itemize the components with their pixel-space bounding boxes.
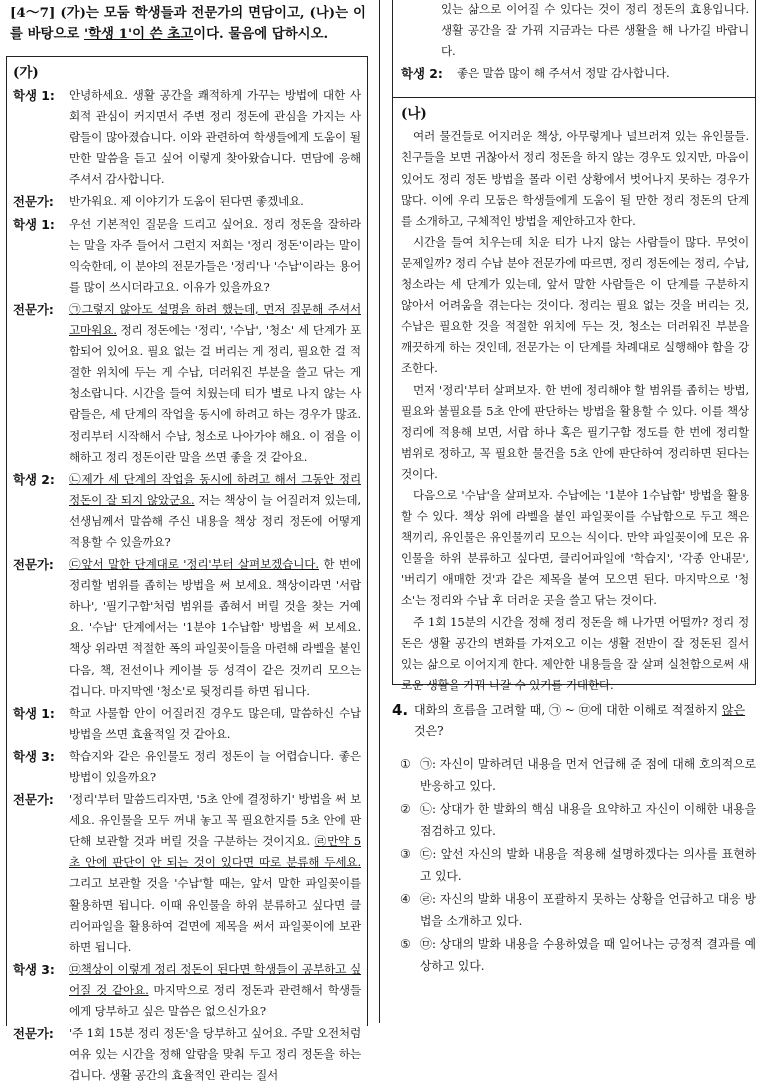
underlined-phrase-a: ㉠그렇지 않아도 설명을 하려 했는데, 먼저 질문해 주셔서 고마워요.	[69, 301, 361, 338]
speaker-label: 학생 1:	[13, 705, 55, 721]
answer-option[interactable]	[400, 754, 756, 797]
speaker-label: 학생 2:	[401, 66, 443, 82]
speaker-label: 학생 3:	[13, 748, 55, 764]
option-text: ㉤: 상대의 발화 내용을 수용하였을 때 일어나는 긍정적 결과를 예상하고 있다.	[420, 937, 756, 973]
dialogue-turn	[13, 554, 361, 702]
section-b-label: (나)	[401, 106, 427, 123]
dialogue-turn	[13, 469, 361, 553]
turn-text: ㉡제가 세 단계의 작업을 동시에 하려고 해서 그동안 정리 정돈이 잘 되지 않았군요. 저는 책상이 늘 어질러져 있는데, 선생님께서 말씀해 주신 내용을 책상 정리 정돈에 어떻게 적용할 수 있을까요?	[69, 471, 361, 549]
turn-text: '주 1회 15분 정리 정돈'을 당부하고 싶어요. 주말 오전처럼 여유 있는 시간을 정해 알람을 맞춰 두고 정리 정돈을 하는 겁니다. 생활 공간의 효율적인 관리는 질서	[69, 1026, 361, 1083]
section-separator	[393, 85, 755, 98]
speaker-label: 전문가:	[13, 1026, 54, 1042]
turn-text: ㉤책상이 이렇게 정리 정돈이 된다면 학생들이 공부하고 싶어질 것 같아요. 마지막으로 정리 정돈과 관련해서 학생들에게 당부하고 싶은 말씀은 없으신가요?	[69, 961, 361, 1019]
header-prefix: [4～7] (가)는 모둠 학생들과 전문가의 면담이고, (나)는 이를 바탕으로	[10, 5, 366, 42]
question-header	[6, 0, 368, 45]
section-a-label: (가)	[13, 65, 39, 81]
dialogue-turn	[13, 214, 361, 298]
answer-option[interactable]	[400, 799, 756, 842]
turn-text: 학습지와 같은 유인물도 정리 정돈이 늘 어렵습니다. 좋은 방법이 있을까요?	[69, 748, 361, 784]
dialogue-turn	[13, 703, 361, 745]
draft-paragraph: 시간을 들여 치우는데 치운 티가 나지 않는 사람들이 많다. 무엇이 문제일까? 정리 수납 분야 전문가에 따르면, 정리 정돈에는 정리, 수납, 청소라는 세 단계가 있는데, 앞서 말한 사람들은 이 단계를 구분하지 않아서 어려움을 겪는다는 것이다. 정리는 필요 없는 것을 버리는 것, 수납은 필요한 것을 적절한 위치에 두는 것, 청소는 더러워진 부분을 깨끗하게 하는 것인데, 전문가는 이 단계를 차례대로 실행해야 함을 강조한다.	[401, 234, 749, 376]
option-number: ①	[400, 757, 411, 771]
option-text: ㉡: 상대가 한 발화의 핵심 내용을 요약하고 자신이 이해한 내용을 점검하고 있다.	[420, 802, 756, 838]
dialogue-turn	[13, 746, 361, 788]
underlined-phrase-b: ㉡제가 세 단계의 작업을 동시에 하려고 해서 그동안 정리 정돈이 잘 되지 않았군요.	[69, 471, 361, 507]
answer-options	[392, 754, 756, 977]
turn-text: 반가워요. 제 이야기가 도움이 된다면 좋겠네요.	[69, 194, 304, 209]
draft-paragraph: 다음으로 '수납'을 살펴보자. 수납에는 '1분야 1수납함' 방법을 활용할 수 있다. 책상 위에 라벨을 붙인 파일꽂이를 수납함으로 두고 책은 책끼리, 유인물은 유인물끼리 모으는 식이다. 만약 파일꽂이에 모은 유인물을 하위 분류하고 싶다면, 클리어파일에 '학습지', '각종 안내문', '버리기 애매한 것'과 같은 제목을 붙여 모으면 된다. 마지막으로 '청소'는 정리와 수납 후 더러운 곳을 쓸고 닦는 것이다.	[401, 487, 749, 608]
left-column	[6, 0, 368, 1083]
answer-option[interactable]	[400, 844, 756, 887]
option-number: ⑤	[400, 937, 411, 951]
option-number: ③	[400, 847, 411, 861]
dialogue-turn	[401, 63, 749, 84]
dialogue-turn	[13, 789, 361, 958]
speaker-label: 전문가:	[13, 557, 54, 573]
draft-paragraph: 먼저 '정리'부터 살펴보자. 한 번에 정리해야 할 범위를 좁히는 방법, 필요와 불필요를 5초 안에 판단하는 방법을 활용할 수 있다. 이를 책상 정리에 적용해 보면, 서랍 하나 혹은 필기구함 정도를 한 번에 정리할 범위로 정하고, 꼭 필요한 물건을 5초 안에 판단하여 정리하면 된다는 것이다.	[401, 382, 749, 481]
option-number: ④	[400, 892, 411, 906]
speaker-label: 학생 3:	[13, 961, 55, 977]
speaker-label: 전문가:	[13, 792, 54, 808]
draft-paragraph: 주 1회 15분의 시간을 정해 정리 정돈을 해 나가면 어떨까? 정리 정돈은 생활 공간의 변화를 가져오고 이는 생활 전반이 잘 정돈된 질서 있는 삶으로 이어지게 한다. 제안한 내용들을 잘 살펴 실천함으로써 새로운 생활을 가꿔 나갈 수 있기를 기대한다.	[401, 614, 749, 692]
dialogue-turn	[13, 85, 361, 190]
option-number: ②	[400, 802, 411, 816]
speaker-label: 학생 2:	[13, 471, 55, 487]
speaker-label: 전문가:	[13, 194, 54, 210]
turn-text: 우선 기본적인 질문을 드리고 싶어요. 정리 정돈을 잘하라는 말을 자주 들어서 그런지 저희는 '정리 정돈'이라는 말이 익숙한데, 이 분야의 전문가들은 '정리'나 '수납'이라는 용어를 많이 쓰시더라고요. 이유가 있을까요?	[69, 216, 361, 294]
dialogue-turn	[13, 299, 361, 468]
header-underlined: '학생 1'이 쓴 초고	[84, 26, 194, 42]
turn-text: ㉢앞서 말한 단계대로 '정리'부터 살펴보겠습니다. 한 번에 정리할 범위를 좁히는 방법을 써 보세요. 책상이라면 '서랍 하나', '필기구함'처럼 범위를 좁혀서 버릴 것을 찾는 거예요. '수납' 단계에서는 '1분야 1수납함' 방법을 써 보세요. 책상 위라면 적절한 폭의 파일꽂이들을 마련해 라벨을 붙인 다음, 책, 전선이나 케이블 등 성격이 같은 것끼리 모으는 겁니다. 마지막엔 '청소'로 뒷정리를 하면 됩니다.	[69, 557, 361, 698]
speaker-label: 전문가:	[13, 301, 54, 317]
dialogue-continuation: 있는 삶으로 이어질 수 있다는 것이 정리 정돈의 효용입니다. 생활 공간을 잘 가꿔 지금과는 다른 생활을 해 나가길 바랍니다.	[441, 2, 749, 59]
turn-text: 학교 사물함 안이 어질러진 경우도 많은데, 말씀하신 수납 방법을 쓰면 효율적일 것 같아요.	[69, 705, 361, 741]
dialogue-turn	[13, 959, 361, 1022]
speaker-label: 학생 1:	[13, 216, 55, 232]
question-4	[392, 700, 756, 979]
column-divider	[379, 0, 380, 1023]
option-text: ㉣: 자신의 발화 내용이 포괄하지 못하는 상황을 언급하고 대응 방법을 소개하고 있다.	[420, 892, 756, 928]
speaker-label: 학생 1:	[13, 88, 55, 103]
answer-option[interactable]	[400, 889, 756, 932]
dialogue-turn	[13, 1023, 361, 1086]
underlined-phrase-d: ㉣만약 5초 안에 판단이 안 되는 것이 있다면 따로 분류해 두세요.	[69, 834, 361, 870]
turn-text: '정리'부터 말씀드리자면, '5초 안에 결정하기' 방법을 써 보세요. 유인물을 모두 꺼내 놓고 꼭 필요한지를 5초 안에 판단해 보관할 것과 버릴 것을 구분하는 것이지요. ㉣만약 5초 안에 판단이 안 되는 것이 있다면 따로 분류해 두세요. 그리고 보관할 것을 '수납'할 때는, 앞서 말한 파일꽂이를 활용하면 됩니다. 이때 유인물을 하위 분류하고 싶다면 클리어파일을 활용하여 겉면에 제목을 써서 파일꽂이에 보관하면 됩니다.	[69, 792, 361, 954]
passage-b-box	[392, 0, 756, 692]
header-suffix: 이다. 물음에 답하시오.	[193, 26, 329, 42]
option-text: ㉢: 앞선 자신의 발화 내용을 적용해 설명하겠다는 의사를 표현하고 있다.	[420, 847, 756, 883]
answer-option[interactable]	[400, 934, 756, 977]
turn-text: 좋은 말씀 많이 해 주셔서 정말 감사합니다.	[457, 66, 670, 81]
option-text: ㉠: 자신이 말하려던 내용을 먼저 언급해 준 점에 대해 호의적으로 반응하고 있다.	[420, 757, 756, 793]
stem-emphasis: 않은	[721, 703, 746, 717]
draft-paragraph: 여러 물건들로 어지러운 책상, 아무렇게나 널브러져 있는 유인물들. 친구들을 보면 귀찮아서 정리 정돈을 하지 않는 경우도 있지만, 마음이 있어도 정리 정돈 방법을 몰라 이런 상황에서 벗어나지 못하는 경우가 많다. 이에 우리 모둠은 학생들에게 도움이 될 만한 정리 정돈의 단계를 소개하고, 구체적인 방법을 제안하고자 한다.	[401, 129, 749, 228]
question-number: 4.	[392, 701, 409, 719]
turn-text: 안녕하세요. 생활 공간을 쾌적하게 가꾸는 방법에 대한 사회적 관심이 커지면서 주변 정리 정돈에 관심을 가지는 사람들이 많아졌습니다. 이와 관련하여 학생들에게 도움이 될 만한 말씀을 듣고 싶어 이렇게 찾아왔습니다. 면담에 응해 주셔서 감사합니다.	[69, 88, 361, 187]
question-stem: 4. 대화의 흐름을 고려할 때, ㉠ ~ ㉤에 대한 이해로 적절하지 않은 것은?	[392, 700, 756, 742]
passage-a-box	[6, 56, 368, 1083]
underlined-phrase-e: ㉤책상이 이렇게 정리 정돈이 된다면 학생들이 공부하고 싶어질 것 같아요.	[69, 961, 361, 997]
turn-text: ㉠그렇지 않아도 설명을 하려 했는데, 먼저 질문해 주셔서 고마워요. 정리 정돈에는 '정리', '수납', '청소' 세 단계가 포함되어 있어요. 필요 없는 걸 버리는 게 정리, 필요한 걸 적절한 위치에 두는 게 수납, 더러워진 부분을 쓸고 닦는 게 청소랍니다. 시간을 들여 치웠는데 티가 별로 나지 않는 사람들은, 세 단계의 작업을 동시에 하려고 하는 경우가 많죠. 정리부터 시작해서 수납, 청소로 나아가야 해요. 이 점을 이해하고 정리 정돈이란 말을 쓰면 좋을 것 같아요.	[69, 301, 361, 464]
dialogue-turn	[13, 191, 361, 212]
underlined-phrase-c: ㉢앞서 말한 단계대로 '정리'부터 살펴보겠습니다.	[69, 557, 319, 572]
